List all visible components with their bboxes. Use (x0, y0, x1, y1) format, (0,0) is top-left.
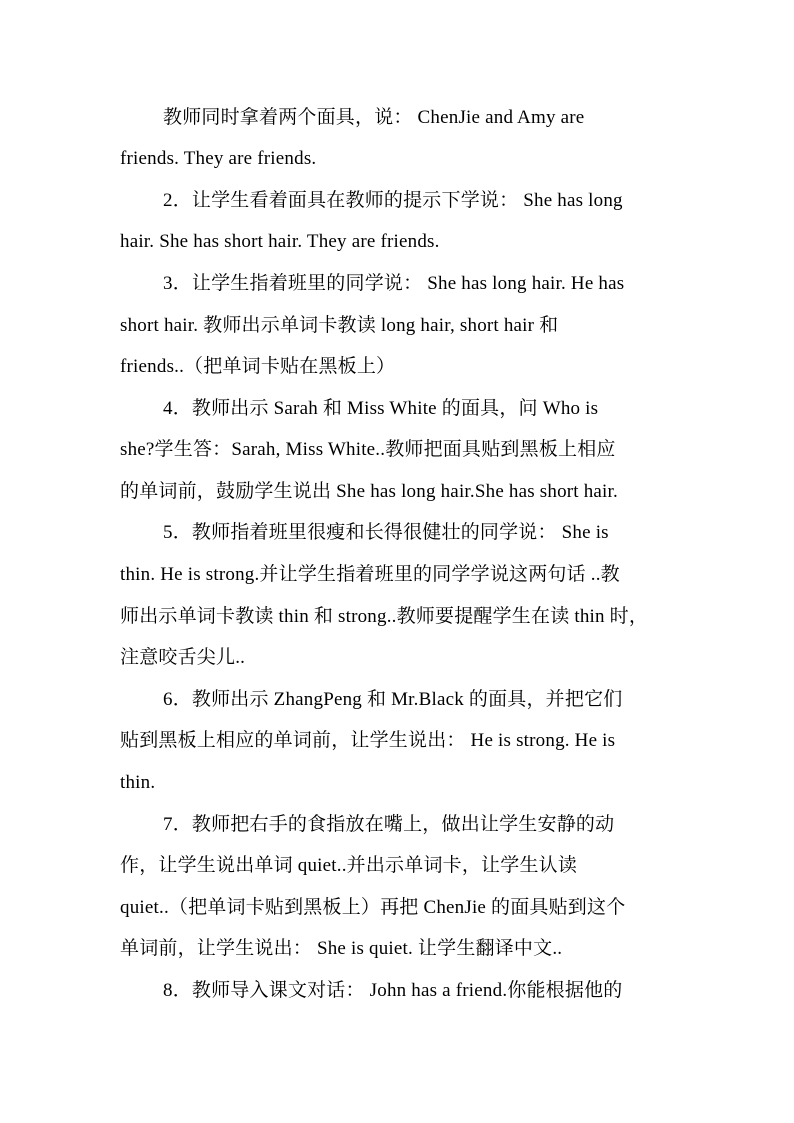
text-line: short hair. 教师出示单词卡教读 long hair, short hair 和 (120, 315, 559, 336)
text-line: thin. He is strong.并让学生指着班里的同学学说这两句话 ..教 (120, 564, 620, 585)
text-line: 4．教师出示 Sarah 和 Miss White 的面具，问 Who is (163, 398, 599, 419)
text-line: 作，让学生说出单词 quiet..并出示单词卡，让学生认读 (120, 855, 578, 876)
text-line: 师出示单词卡教读 thin 和 strong..教师要提醒学生在读 thin 时， (120, 606, 649, 627)
text-line: 单词前，让学生说出： She is quiet. 让学生翻译中文.. (120, 938, 563, 959)
text-line: 3．让学生指着班里的同学说： She has long hair. He has (163, 273, 625, 294)
text-line: 注意咬舌尖儿.. (120, 647, 246, 668)
text-line: 的单词前，鼓励学生说出 She has long hair.She has short hair. (120, 481, 618, 502)
text-line: 6．教师出示 ZhangPeng 和 Mr.Black 的面具，并把它们 (163, 689, 623, 710)
text-line: 贴到黑板上相应的单词前，让学生说出： He is strong. He is (120, 730, 616, 751)
text-line: hair. She has short hair. They are friends. (120, 231, 440, 252)
text-line: friends..（把单词卡贴在黑板上） (120, 356, 396, 377)
text-line: 2．让学生看着面具在教师的提示下学说： She has long (163, 190, 623, 211)
text-line: 8．教师导入课文对话： John has a friend.你能根据他的 (163, 980, 623, 1001)
text-line: quiet..（把单词卡贴到黑板上）再把 ChenJie 的面具贴到这个 (120, 897, 626, 918)
text-line: 7．教师把右手的食指放在嘴上，做出让学生安静的动 (163, 814, 615, 835)
text-line: thin. (120, 772, 156, 793)
text-line: 5．教师指着班里很瘦和长得很健壮的同学说： She is (163, 522, 609, 543)
text-line: friends. They are friends. (120, 148, 317, 169)
text-line: she?学生答：Sarah, Miss White..教师把面具贴到黑板上相应 (120, 439, 616, 460)
text-line: 教师同时拿着两个面具，说： ChenJie and Amy are (163, 107, 585, 128)
